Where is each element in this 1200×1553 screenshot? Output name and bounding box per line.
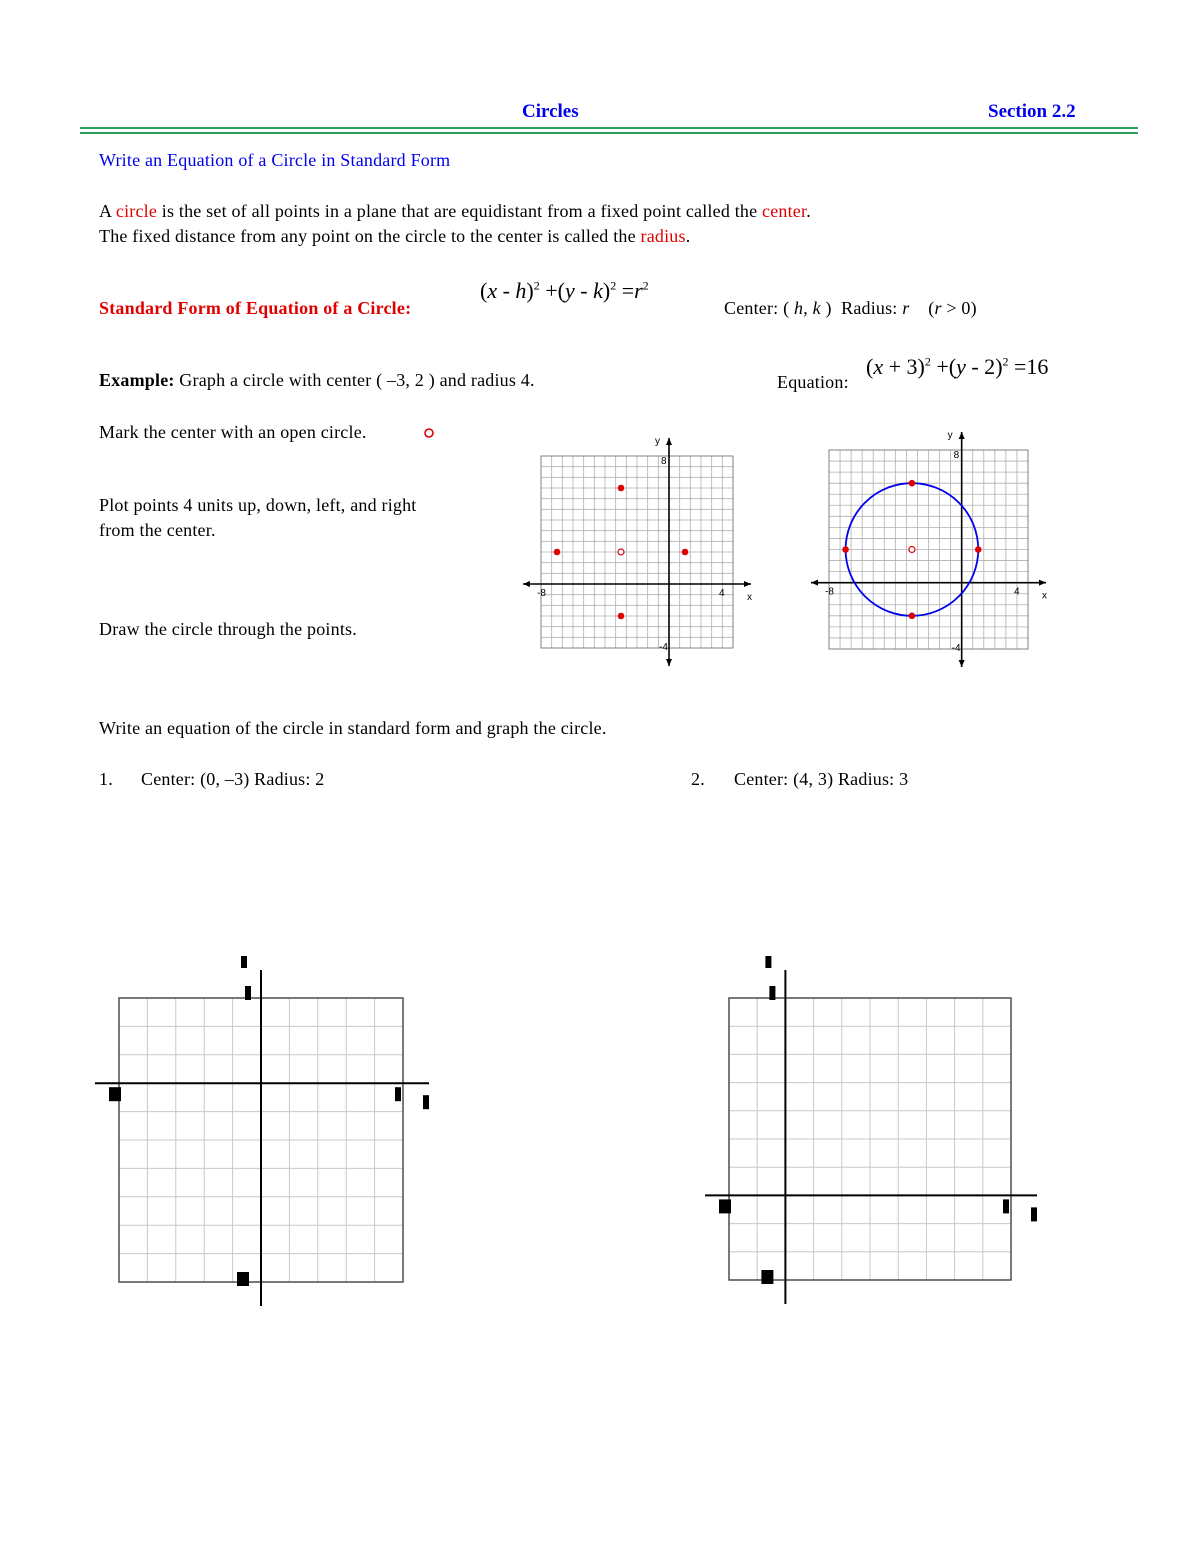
y-tick-label-max: 8 bbox=[953, 450, 960, 461]
y-axis-arrow-up bbox=[666, 438, 672, 445]
plotted-point bbox=[682, 549, 689, 556]
label-block bbox=[237, 1272, 249, 1286]
label-block bbox=[423, 1095, 429, 1109]
section-label: Section 2.2 bbox=[988, 101, 1076, 122]
label-block bbox=[241, 956, 247, 968]
problem-2-number: 2. bbox=[691, 769, 705, 789]
example-equation: $(x + 3)^2 +(y - 2)^2 =16$ bbox=[866, 354, 1049, 379]
plotted-point bbox=[554, 549, 561, 556]
label-block bbox=[245, 986, 251, 1000]
step-plot-points-2: from the center. bbox=[99, 520, 216, 540]
section-heading: Write an Equation of a Circle in Standard Form bbox=[99, 150, 451, 170]
y-tick-label-max: 8 bbox=[661, 456, 667, 467]
definition-line-1: A circle is the set of all points in a plane that are equidistant from a fixed point called the center. bbox=[99, 201, 811, 221]
standard-form-formula: $(x - h)^2 +(y - k)^2 =r^2$ bbox=[480, 278, 649, 303]
label-block bbox=[719, 1199, 731, 1213]
problem-1-number: 1. bbox=[99, 769, 113, 789]
example-graph-points bbox=[515, 425, 760, 670]
plotted-point bbox=[909, 480, 916, 487]
x-tick-label-min: -8 bbox=[825, 586, 834, 598]
term-radius: radius bbox=[640, 226, 686, 246]
step-plot-points-1: Plot points 4 units up, down, left, and right bbox=[99, 495, 417, 515]
x-axis-arrow-left bbox=[523, 581, 530, 587]
x-axis-arrow-right bbox=[1039, 580, 1046, 586]
plotted-point bbox=[909, 613, 916, 620]
header-rule-top bbox=[80, 127, 1138, 129]
center-radius-note: Center: ( h, k ) Radius: r (r > 0) bbox=[724, 298, 977, 318]
label-block bbox=[109, 1087, 121, 1101]
term-center: center bbox=[762, 201, 807, 221]
y-tick-label-min: -4 bbox=[951, 643, 961, 654]
x-tick-label-max: 4 bbox=[719, 588, 725, 599]
y-axis-arrow-down bbox=[666, 659, 672, 666]
blank-graph-1 bbox=[90, 955, 440, 1310]
label-block bbox=[1003, 1199, 1009, 1213]
y-tick-label-min: -4 bbox=[659, 642, 668, 653]
header-rule-bottom bbox=[80, 132, 1138, 134]
x-axis-label: x bbox=[747, 592, 752, 603]
practice-instruction: Write an equation of the circle in standard form and graph the circle. bbox=[99, 718, 607, 738]
label-block bbox=[765, 956, 771, 968]
page-title: Circles bbox=[522, 101, 579, 122]
standard-form-label: Standard Form of Equation of a Circle: bbox=[99, 298, 412, 318]
example-label: Example: bbox=[99, 370, 175, 390]
plotted-point bbox=[842, 546, 849, 553]
open-circle-icon bbox=[422, 426, 436, 440]
example-graph-circle bbox=[803, 421, 1053, 671]
x-tick-label-min: -8 bbox=[537, 588, 546, 599]
x-axis-label: x bbox=[1042, 590, 1047, 602]
equation-label: Equation: bbox=[777, 372, 849, 392]
label-block bbox=[761, 1270, 773, 1284]
plotted-point bbox=[618, 613, 625, 620]
label-block bbox=[1031, 1207, 1037, 1221]
y-axis-label: y bbox=[655, 436, 660, 447]
center-point bbox=[909, 547, 915, 553]
step-mark-center: Mark the center with an open circle. bbox=[99, 422, 367, 442]
step-draw-circle: Draw the circle through the points. bbox=[99, 619, 357, 639]
problem-2-text: Center: (4, 3) Radius: 3 bbox=[734, 769, 909, 789]
x-axis-arrow-left bbox=[811, 580, 818, 586]
center-point bbox=[618, 549, 624, 555]
label-block bbox=[769, 986, 775, 1000]
x-tick-label-max: 4 bbox=[1014, 586, 1020, 598]
plotted-point bbox=[975, 546, 982, 553]
y-axis-label: y bbox=[947, 430, 953, 441]
label-block bbox=[395, 1087, 401, 1101]
example-statement: Example: Graph a circle with center ( –3, 2 ) and radius 4. bbox=[99, 370, 535, 390]
blank-graph-2 bbox=[700, 955, 1045, 1310]
y-axis-arrow-up bbox=[959, 432, 965, 439]
problem-1-text: Center: (0, –3) Radius: 2 bbox=[141, 769, 325, 789]
definition-line-2: The fixed distance from any point on the circle to the center is called the radius. bbox=[99, 226, 691, 246]
y-axis-arrow-down bbox=[959, 660, 965, 667]
plotted-point bbox=[618, 485, 625, 492]
x-axis-arrow-right bbox=[744, 581, 751, 587]
term-circle: circle bbox=[115, 201, 158, 221]
